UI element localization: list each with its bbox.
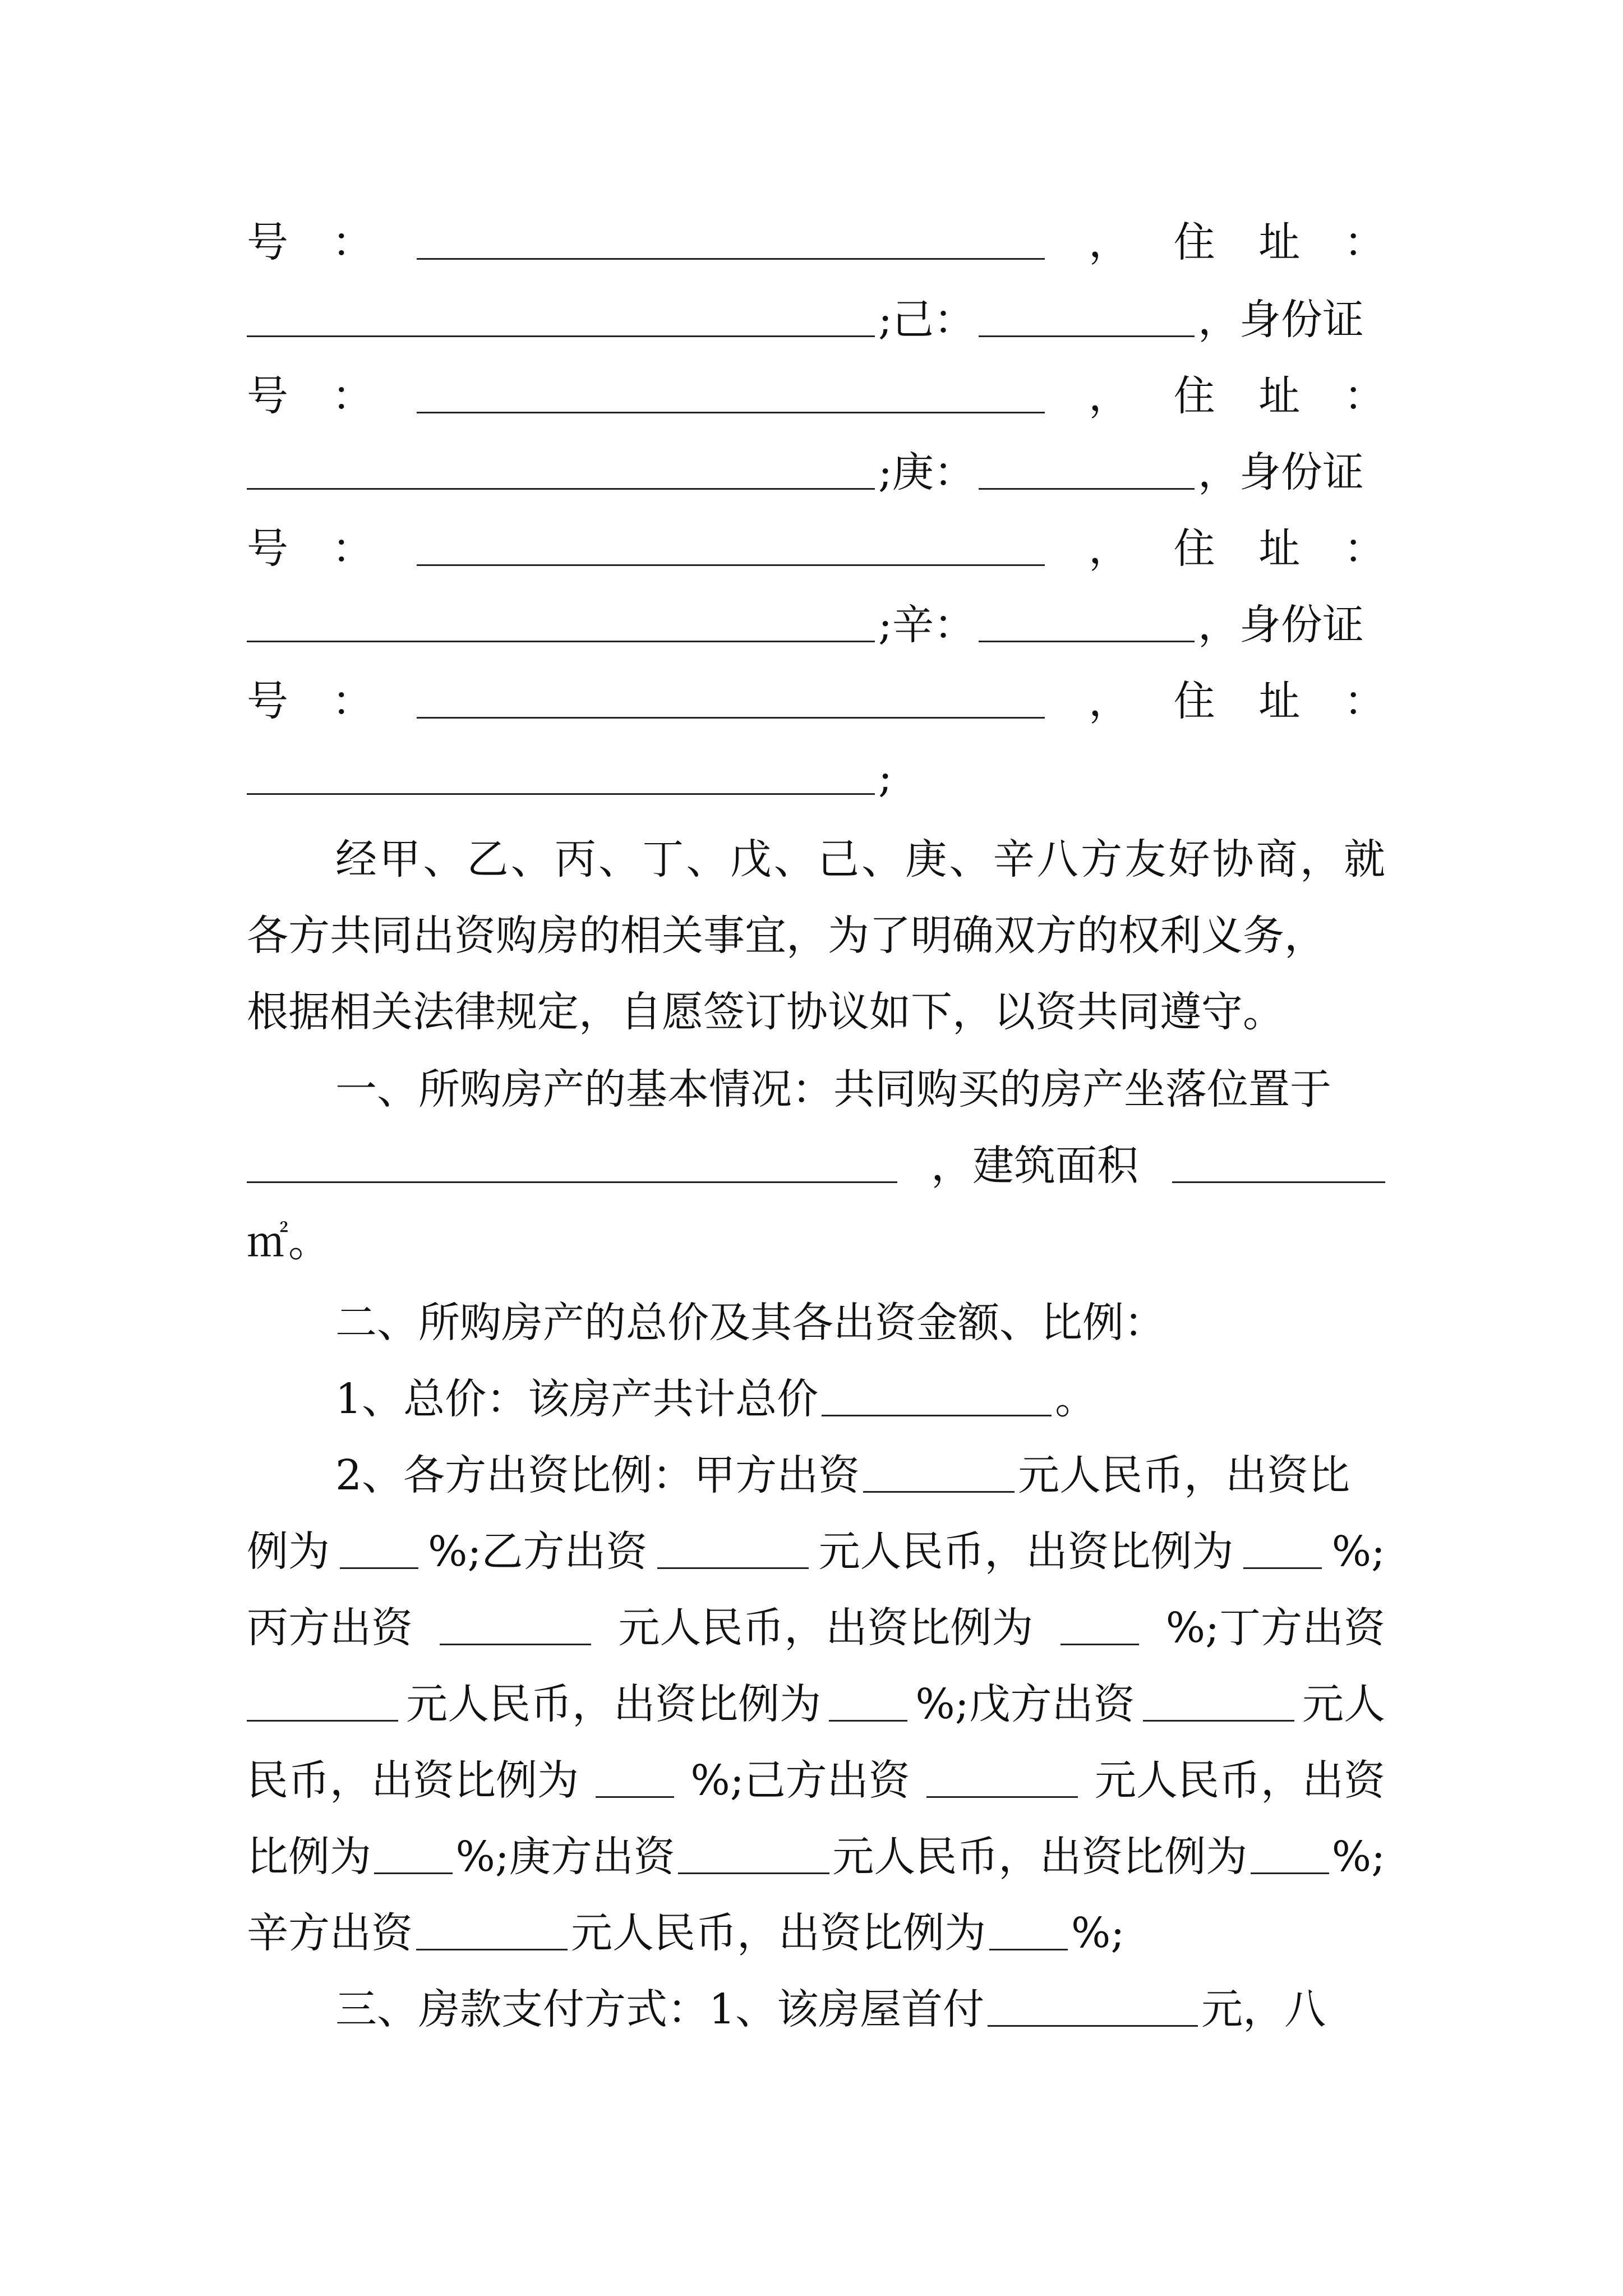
party-jia-ratio-blank[interactable]: [340, 1535, 418, 1569]
party-ji-ratio-blank[interactable]: [374, 1840, 453, 1874]
address-line-ji: [247, 280, 1385, 359]
id-number-blank[interactable]: [417, 226, 1045, 260]
contribution-line-6: [247, 1818, 1385, 1896]
party-yi-amount-blank[interactable]: [657, 1535, 809, 1569]
address-blank[interactable]: [247, 303, 875, 337]
comma: ，: [1088, 524, 1130, 573]
colon: ：: [1343, 218, 1385, 266]
contribution-line-4: [247, 1665, 1385, 1743]
floor-area-label: ，建筑面积: [931, 1142, 1138, 1190]
party-geng-name-blank[interactable]: [979, 455, 1195, 490]
label-zhu: 住: [1173, 218, 1215, 266]
comma: ，: [1088, 218, 1130, 266]
id-card-label: ，身份证: [1197, 601, 1364, 649]
colon: ：: [331, 218, 374, 266]
location-blank[interactable]: [247, 1149, 897, 1183]
section-3-heading: [335, 1970, 1385, 2049]
party-xin-ratio-blank[interactable]: [989, 1916, 1068, 1950]
rmb-ratio-label: 民币，出资比例为: [247, 1756, 579, 1805]
section-1-text: 一、所购房产的基本情况：共同购买的房产坐落位置于: [335, 1065, 1331, 1114]
section-1-unit-line: [247, 1203, 1385, 1281]
rmb-contribution-label: 元人民币，出资: [1095, 1756, 1385, 1805]
party-wu-ratio-blank[interactable]: [596, 1764, 674, 1798]
rmb-partial-label: 元人: [1302, 1680, 1385, 1728]
section-2-heading: [335, 1283, 1385, 1362]
label-hao: 号: [247, 372, 288, 420]
party-ji-label: ;己：: [878, 296, 975, 344]
contribution-line-5: [247, 1741, 1385, 1820]
square-meter-unit: ㎡。: [247, 1218, 330, 1266]
percent-semicolon: %;: [1331, 1833, 1385, 1881]
yuan-eight-label: 元，八: [1201, 1985, 1326, 2033]
colon: ：: [331, 372, 374, 420]
total-price-line: [335, 1360, 1385, 1438]
percent-semicolon: %;: [1071, 1909, 1125, 1957]
party-yi-contribution-label: %;乙方出资: [428, 1527, 648, 1576]
address-line-geng: [247, 433, 1385, 512]
label-zhu: 住: [1173, 524, 1215, 573]
party-geng-amount-blank[interactable]: [678, 1840, 829, 1874]
id-card-label: ，身份证: [1197, 448, 1364, 496]
id-number-blank[interactable]: [417, 379, 1045, 413]
paragraph-text: 经甲、乙、丙、丁、戊、己、庚、辛八方友好协商，就: [335, 835, 1388, 884]
contribution-line-7: [247, 1894, 1385, 1972]
section-1-location-line: [247, 1126, 1385, 1205]
party-jia-amount-blank[interactable]: [863, 1458, 1015, 1493]
rmb-ratio-label: 元人民币，出资比例为: [406, 1680, 822, 1728]
party-xin-name-blank[interactable]: [979, 608, 1195, 642]
label-zhi: 址: [1258, 218, 1301, 266]
id-number-blank[interactable]: [417, 684, 1045, 719]
percent-semicolon: %;: [1331, 1527, 1385, 1576]
party-yi-ratio-blank[interactable]: [1243, 1535, 1322, 1569]
id-number-blank[interactable]: [417, 532, 1045, 566]
contribution-line-2: [247, 1512, 1385, 1591]
contribution-line-1: [335, 1436, 1385, 1515]
colon: ：: [331, 524, 374, 573]
down-payment-label: 三、房款支付方式：1、该房屋首付: [335, 1985, 985, 2033]
party-geng-label: ;庚：: [878, 448, 975, 496]
paragraph-line-3: [247, 973, 1385, 1051]
period: 。: [1055, 1375, 1097, 1423]
address-blank[interactable]: [247, 608, 875, 642]
party-bing-contribution-label: 丙方出资: [247, 1604, 413, 1652]
id-number-line-3: [247, 509, 1385, 588]
party-xin-contribution-label: 辛方出资: [247, 1909, 413, 1957]
address-line-last: [247, 738, 1385, 817]
party-geng-ratio-blank[interactable]: [1251, 1840, 1329, 1874]
party-xin-label: ;辛：: [878, 601, 975, 649]
down-payment-blank[interactable]: [988, 1993, 1198, 2027]
section-2-text: 二、所购房产的总价及其各出资金额、比例：: [335, 1299, 1165, 1347]
paragraph-line-2: [247, 896, 1385, 975]
label-zhi: 址: [1258, 372, 1301, 420]
section-1-heading: [335, 1050, 1385, 1129]
label-zhi: 址: [1258, 677, 1301, 725]
id-number-line-4: [247, 662, 1385, 740]
colon: ：: [1343, 524, 1385, 573]
colon: ：: [331, 677, 374, 725]
party-bing-amount-blank[interactable]: [440, 1611, 591, 1645]
rmb-ratio-label: 元人民币，出资比例为: [571, 1909, 986, 1957]
semicolon: ;: [878, 753, 892, 802]
colon: ：: [1343, 677, 1385, 725]
address-blank[interactable]: [247, 761, 875, 795]
party-bing-ratio-blank[interactable]: [1061, 1611, 1139, 1645]
id-number-line-2: [247, 357, 1385, 435]
comma: ，: [1088, 372, 1130, 420]
floor-area-blank[interactable]: [1172, 1149, 1385, 1183]
id-number-line-1: [247, 203, 1385, 282]
rmb-ratio-label: 元人民币，出资比例为: [618, 1604, 1034, 1652]
party-wu-contribution-label: %;戊方出资: [915, 1680, 1135, 1728]
party-ji-name-blank[interactable]: [979, 303, 1195, 337]
rmb-ratio-label: 元人民币，出资比: [1018, 1451, 1350, 1499]
label-zhu: 住: [1173, 677, 1215, 725]
party-ji-amount-blank[interactable]: [926, 1764, 1078, 1798]
party-ding-contribution-label: %;丁方出资: [1165, 1604, 1385, 1652]
label-zhu: 住: [1173, 372, 1215, 420]
comma: ，: [1088, 677, 1130, 725]
label-hao: 号: [247, 677, 288, 725]
party-ding-ratio-blank[interactable]: [829, 1687, 907, 1722]
party-jia-contribution-label: 2、各方出资比例：甲方出资: [335, 1451, 860, 1499]
paragraph-line-1: [335, 820, 1388, 899]
address-line-xin: [247, 586, 1385, 664]
paragraph-text: 根据相关法律规定，自愿签订协议如下，以资共同遵守。: [247, 988, 1284, 1036]
ratio-label: 例为: [247, 1527, 330, 1576]
party-xin-amount-blank[interactable]: [416, 1916, 568, 1950]
colon: ：: [1343, 372, 1385, 420]
rmb-ratio-label: 元人民币，出资比例为: [832, 1833, 1248, 1881]
ratio-label: 比例为: [247, 1833, 371, 1881]
party-ding-amount-blank[interactable]: [247, 1687, 398, 1722]
address-blank[interactable]: [247, 455, 875, 490]
label-hao: 号: [247, 524, 288, 573]
party-ji-contribution-label: %;己方出资: [690, 1756, 910, 1805]
party-wu-amount-blank[interactable]: [1143, 1687, 1294, 1722]
party-geng-contribution-label: %;庚方出资: [455, 1833, 675, 1881]
label-hao: 号: [247, 218, 288, 266]
rmb-ratio-label: 元人民币，出资比例为: [818, 1527, 1234, 1576]
label-zhi: 址: [1258, 524, 1301, 573]
paragraph-text: 各方共同出资购房的相关事宜，为了明确双方的权利义务，: [247, 912, 1326, 960]
total-price-blank[interactable]: [822, 1382, 1052, 1416]
id-card-label: ，身份证: [1197, 296, 1364, 344]
contribution-line-3: [247, 1589, 1385, 1667]
total-price-label: 1、总价：该房产共计总价: [335, 1375, 819, 1423]
